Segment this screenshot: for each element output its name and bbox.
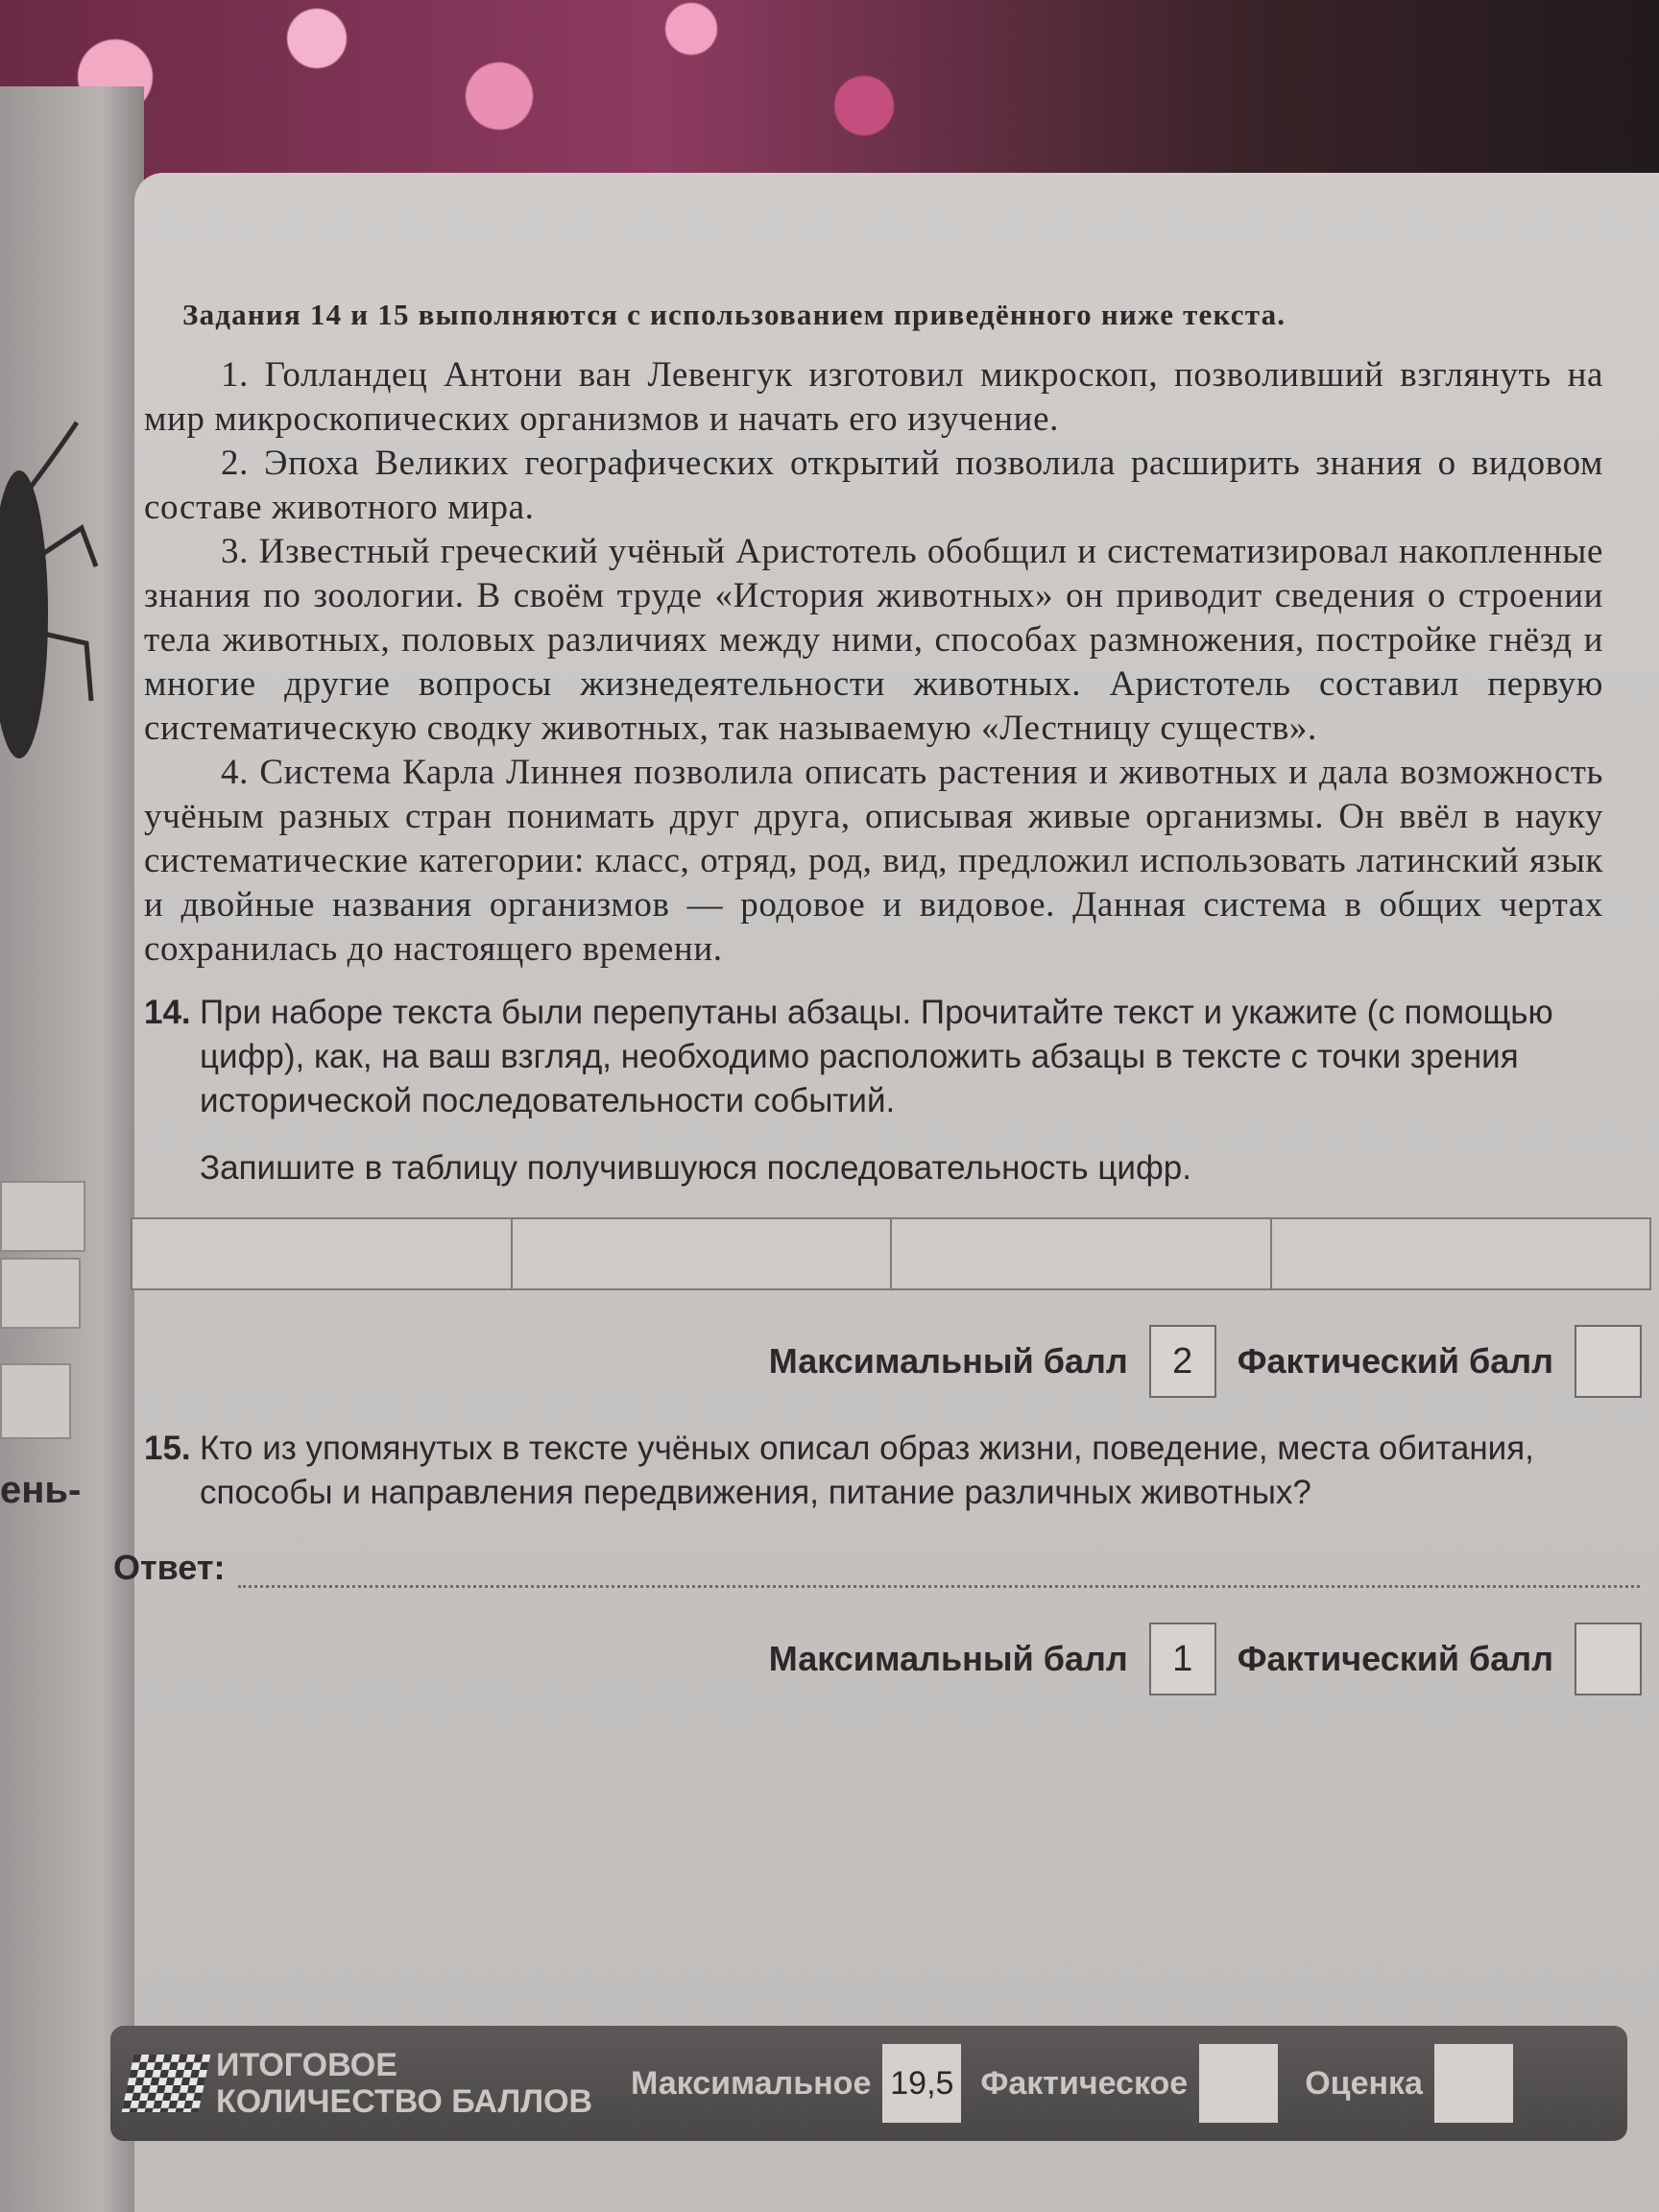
paragraph-3: 3. Известный греческий учёный Аристотель обобщил и систематизировал накопленные знания по зоологии. В своём труде «История животных» он приводит сведения о строении тела животных, половых различиях между ними, способах размножения, постройке гнёзд и многие другие вопросы жизнедеятельности животных. Аристотель составил первую систематическую сводку животных, так называемую «Лестницу существ».	[144, 532, 1603, 748]
task-15-number: 15.	[144, 1430, 191, 1467]
beetle-illustration	[0, 413, 106, 778]
task-14-instruction: Запишите в таблицу получившуюся последовательность цифр.	[200, 1149, 1191, 1187]
actual-score-label: Фактический балл	[1237, 1639, 1553, 1678]
total-max-label: Максимальное	[631, 2064, 872, 2102]
total-title-line-1: ИТОГОВОЕ	[216, 2047, 397, 2083]
paragraph-4: 4. Система Карла Линнея позволила описать растения и животных и дала возможность учёным разных стран понимать друг друга, описывая живые организмы. Он ввёл в науку систематические категории: класс, отряд, род, вид, предложил использовать латинский язык и двойные названия организмов — родовое и видовое. Данная система в общих чертах сохранилась до настоящего времени.	[144, 753, 1603, 969]
paragraph-2: 2. Эпоха Великих географических открытий позволила расширить знания о видовом составе животного мира.	[144, 444, 1603, 527]
answer-cell[interactable]	[1272, 1219, 1650, 1288]
checkered-flag-icon	[122, 2055, 211, 2112]
answer-label: Ответ:	[113, 1548, 226, 1587]
left-page-text-fragment: ень-	[0, 1469, 82, 1511]
max-score-label: Максимальный балл	[768, 1639, 1128, 1678]
max-score-box: 2	[1149, 1325, 1216, 1398]
task-15	[144, 1427, 1640, 1515]
side-box	[0, 1181, 85, 1252]
total-grade-label: Оценка	[1305, 2064, 1423, 2102]
paragraph-1: 1. Голландец Антони ван Левенгук изготовил микроскоп, позволивший взглянуть на мир микроскопических организмов и начать его изучение.	[144, 355, 1603, 439]
tasks-intro: Задания 14 и 15 выполняются с использованием приведённого ниже текста.	[182, 298, 1286, 331]
total-title	[216, 2047, 619, 2120]
answer-cell[interactable]	[132, 1219, 513, 1288]
task-15-score-row	[144, 1623, 1642, 1695]
actual-score-label: Фактический балл	[1237, 1341, 1553, 1381]
task-15-text: Кто из упомянутых в тексте учёных описал образ жизни, поведение, места обитания, способы и направления передвижения, питание различных животных?	[200, 1430, 1534, 1511]
side-box	[0, 1258, 81, 1329]
max-score-label: Максимальный балл	[768, 1341, 1128, 1381]
task-15-answer	[113, 1548, 1640, 1588]
answer-cell[interactable]	[892, 1219, 1272, 1288]
total-grade-box[interactable]	[1434, 2044, 1513, 2123]
task-14-text: При наборе текста были перепутаны абзацы. Прочитайте текст и укажите (с помощью цифр), как, на ваш взгляд, необходимо расположить абзацы в тексте с точки зрения исторической последовательности событий.	[200, 994, 1553, 1119]
actual-score-box[interactable]	[1575, 1623, 1642, 1695]
total-score-bar	[110, 2026, 1627, 2141]
total-title-line-2: КОЛИЧЕСТВО БАЛЛОВ	[216, 2083, 593, 2120]
page-content	[113, 298, 1613, 1695]
task-14-score-row	[144, 1325, 1642, 1398]
total-max-box: 19,5	[882, 2044, 961, 2123]
side-box	[0, 1363, 71, 1439]
total-actual-label: Фактическое	[980, 2064, 1189, 2102]
answer-dotted-line[interactable]	[238, 1556, 1640, 1588]
task-14	[144, 991, 1640, 1190]
task-14-number: 14.	[144, 994, 191, 1031]
left-page-edge	[0, 86, 144, 2212]
total-actual-box[interactable]	[1199, 2044, 1278, 2123]
actual-score-box[interactable]	[1575, 1325, 1642, 1398]
max-score-box: 1	[1149, 1623, 1216, 1695]
answer-table	[131, 1217, 1651, 1290]
answer-cell[interactable]	[513, 1219, 893, 1288]
